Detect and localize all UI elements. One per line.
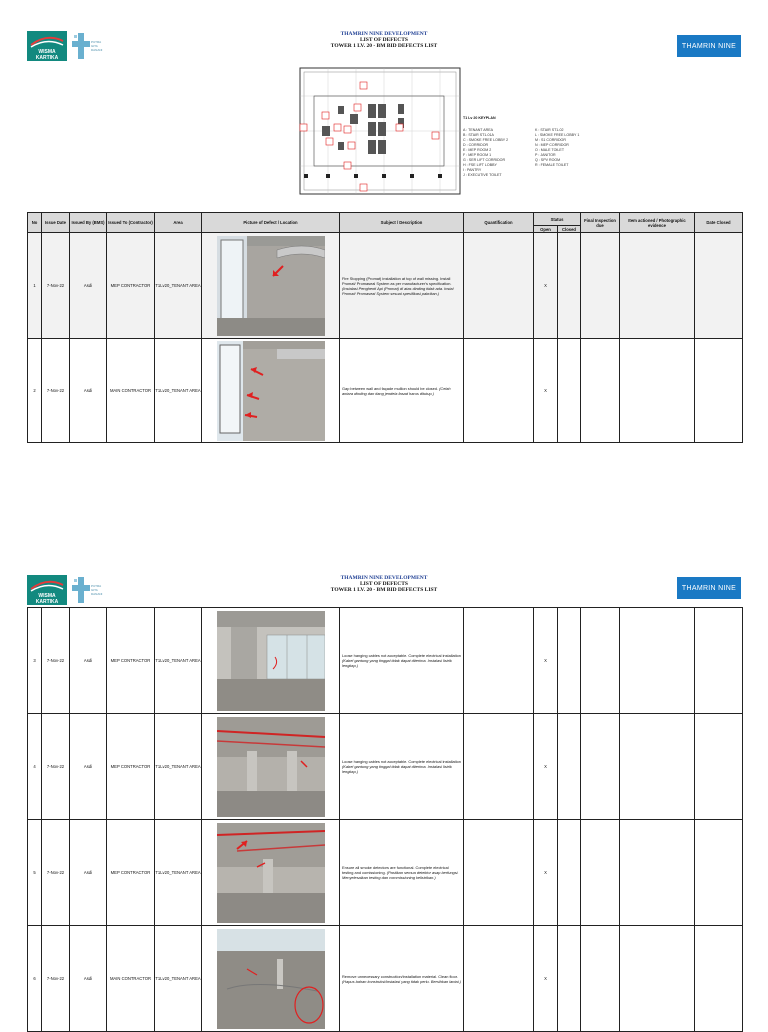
cell-area: T1Lv20_TENANT AREA <box>155 714 202 820</box>
cell-area: T1Lv20_TENANT AREA <box>155 233 202 339</box>
cell-issued-by: Asdi <box>70 926 107 1032</box>
table-row <box>28 339 743 443</box>
cell-issued-to: MEP CONTRACTOR <box>107 714 155 820</box>
cell-quantification <box>464 233 534 339</box>
cell-closed <box>558 926 581 1032</box>
svg-text:PUTRA: PUTRA <box>91 40 102 44</box>
cell-date-closed <box>695 339 743 443</box>
legend-entry: A : TENANT AREA <box>463 128 494 132</box>
cell-closed <box>558 339 581 443</box>
floor-keyplan <box>298 66 462 196</box>
cell-item-actioned <box>620 233 695 339</box>
col-status: Status <box>534 213 581 226</box>
legend-entry: G : SER LIFT CORRIDOR <box>463 158 506 162</box>
table-row <box>28 233 743 339</box>
description-text: Ensure all smoke detectors are functional. Complete electrical testing and comissioning. <box>342 865 449 875</box>
col-final-inspection: Final Inspection due <box>581 213 620 233</box>
title-line-2: LIST OF DEFECTS <box>360 37 408 43</box>
cell-description <box>340 820 464 926</box>
svg-text:DANANI: DANANI <box>91 48 103 52</box>
thamrin-nine-logo: THAMRIN NINE <box>677 35 741 57</box>
cell-description <box>340 714 464 820</box>
svg-text:DANANI: DANANI <box>91 592 103 596</box>
cell-item-actioned <box>620 608 695 714</box>
cell-issued-to: MEP CONTRACTOR <box>107 820 155 926</box>
description-translation: (Instalasi Penghenti Api (Promat) di atas dinding tidak ada. Instal Promat/ Promaseal System sesuai spesifikasi pabrikan.) <box>342 285 454 296</box>
title-line-3: TOWER 1 LV. 20 - BM BID DEFECTS LIST <box>330 43 438 49</box>
cell-no: 6 <box>28 926 42 1032</box>
legend-entry: M : S1 CORRIDOR <box>535 138 566 142</box>
page-1 <box>0 0 768 460</box>
cell-item-actioned <box>620 926 695 1032</box>
legend-entry: I : PANTRY <box>463 168 482 172</box>
legend-entry: B : STAIR ST1-01A <box>463 133 494 137</box>
svg-text:PUTRA: PUTRA <box>91 584 102 588</box>
col-issue-date: Issue Date <box>42 213 70 233</box>
col-issued-by: Issued By (BMS) <box>70 213 107 233</box>
defects-table-page-1 <box>27 212 743 443</box>
cell-no: 1 <box>28 233 42 339</box>
keyplan-title: T1 Lv 20 KEYPLAN <box>463 116 496 120</box>
cell-no: 3 <box>28 608 42 714</box>
cell-issued-to: MEP CONTRACTOR <box>107 233 155 339</box>
cell-issued-to: MAIN CONTRACTOR <box>107 926 155 1032</box>
cell-open: X <box>534 608 558 714</box>
description-text: Loose hanging cables not acceptable. Complete electrical installation <box>342 759 461 764</box>
cell-description <box>340 339 464 443</box>
svg-text:WISMA: WISMA <box>38 49 56 55</box>
cell-description <box>340 926 464 1032</box>
cell-open: X <box>534 233 558 339</box>
description-text: Fire Stopping (Promat) installation at top of wall missing. Install Promat/ Promaseal System as per manufacturer's specification. <box>342 275 452 286</box>
cell-area: T1Lv20_TENANT AREA <box>155 608 202 714</box>
defect-photo <box>217 823 325 923</box>
defect-photo <box>217 341 325 441</box>
col-open: Open <box>534 226 558 233</box>
col-subject: Subject / Description <box>340 213 464 233</box>
cell-no: 4 <box>28 714 42 820</box>
cell-final-inspection <box>581 820 620 926</box>
cell-issue-date: 7-Nov-22 <box>42 233 70 339</box>
svg-text:GITA: GITA <box>91 588 98 592</box>
legend-entry: N : MEP CORRIDOR <box>535 143 569 147</box>
cell-closed <box>558 608 581 714</box>
cell-issued-by: Asdi <box>70 714 107 820</box>
legend-entry: J : EXECUTIVE TOILET <box>463 173 502 177</box>
keyplan-legend-left <box>463 128 508 178</box>
cell-picture <box>202 820 340 926</box>
cell-quantification <box>464 820 534 926</box>
description-text: Loose hanging cables not acceptable. Complete electrical installation <box>342 653 461 658</box>
cell-picture <box>202 714 340 820</box>
cell-quantification <box>464 339 534 443</box>
cell-quantification <box>464 926 534 1032</box>
cell-open: X <box>534 926 558 1032</box>
cell-issue-date: 7-Nov-22 <box>42 714 70 820</box>
svg-text:WISMA: WISMA <box>38 593 56 599</box>
keyplan-legend-right <box>535 128 579 168</box>
svg-text:GITA: GITA <box>91 44 98 48</box>
cell-closed <box>558 820 581 926</box>
cell-issue-date: 7-Nov-22 <box>42 339 70 443</box>
cell-picture <box>202 339 340 443</box>
legend-entry: C : SMOKE FREE LOBBY 2 <box>463 138 509 142</box>
cell-date-closed <box>695 714 743 820</box>
legend-entry: E : MEP ROOM 2 <box>463 148 492 152</box>
svg-text:KARTIKA: KARTIKA <box>35 599 59 605</box>
col-no: No <box>28 213 42 233</box>
cell-closed <box>558 714 581 820</box>
description-text: Remove unnecessary construction/installation material. Clean floor. <box>342 973 458 979</box>
title-line-2: LIST OF DEFECTS <box>360 581 408 587</box>
svg-text:KARTIKA: KARTIKA <box>35 55 59 61</box>
legend-entry: L : SMOKE FREE LOBBY 1 <box>535 133 580 137</box>
description-translation: (Kabel gantung yang tinggal tidak dapat diterima. Instalasi listrik lengkap.) <box>342 764 452 774</box>
cell-final-inspection <box>581 926 620 1032</box>
col-item-actioned: Item actioned / Photographic evidence <box>620 213 695 233</box>
legend-entry: K : STAIR ST1-02 <box>535 128 564 132</box>
cell-area: T1Lv20_TENANT AREA <box>155 926 202 1032</box>
cell-picture <box>202 926 340 1032</box>
description-translation: (Celah antara dinding dan tiang jendela fasad harus ditutup.) <box>342 385 451 396</box>
cell-date-closed <box>695 926 743 1032</box>
defect-photo <box>217 717 325 817</box>
col-picture: Picture of Defect / Location <box>202 213 340 233</box>
cell-no: 5 <box>28 820 42 926</box>
cell-issued-by: Asdi <box>70 233 107 339</box>
legend-entry: P : JANITOR <box>535 153 556 157</box>
cell-issued-by: Asdi <box>70 608 107 714</box>
title-line-1: THAMRIN NINE DEVELOPMENT <box>340 31 428 37</box>
cell-date-closed <box>695 608 743 714</box>
defect-photo <box>217 929 325 1029</box>
col-quantification: Quantification <box>464 213 534 233</box>
cell-closed <box>558 233 581 339</box>
title-line-3: TOWER 1 LV. 20 - BM BID DEFECTS LIST <box>330 587 438 593</box>
legend-entry: R : FEMALE TOILET <box>535 163 569 167</box>
cell-quantification <box>464 608 534 714</box>
legend-entry: Q : SPV ROOM <box>535 158 561 162</box>
cell-issue-date: 7-Nov-22 <box>42 608 70 714</box>
cell-no: 2 <box>28 339 42 443</box>
col-closed: Closed <box>558 226 581 233</box>
legend-entry: H : FSE LIFT LOBBY <box>463 163 497 167</box>
cell-picture <box>202 608 340 714</box>
table-row <box>28 714 743 820</box>
cell-final-inspection <box>581 608 620 714</box>
cell-area: T1Lv20_TENANT AREA <box>155 820 202 926</box>
cell-date-closed <box>695 233 743 339</box>
cell-picture <box>202 233 340 339</box>
description-text: Gap between wall and façade mullion should be closed. <box>342 385 439 391</box>
cell-issue-date: 7-Nov-22 <box>42 820 70 926</box>
description-translation: (Kabel gantung yang tinggal tidak dapat diterima. Instalasi listrik lengkap.) <box>342 658 452 668</box>
defect-photo <box>217 611 325 711</box>
cell-issued-by: Asdi <box>70 339 107 443</box>
page-2 <box>0 570 768 1024</box>
cell-date-closed <box>695 820 743 926</box>
table-row <box>28 820 743 926</box>
defects-table-page-2 <box>27 607 743 1032</box>
cell-open: X <box>534 339 558 443</box>
col-issued-to: Issued To (Contractor) <box>107 213 155 233</box>
legend-entry: O : MALE TOILET <box>535 148 565 152</box>
legend-entry: F : MEP ROOM 1 <box>463 153 492 157</box>
cell-quantification <box>464 714 534 820</box>
cell-final-inspection <box>581 714 620 820</box>
document-title <box>0 575 768 593</box>
cell-open: X <box>534 714 558 820</box>
cell-item-actioned <box>620 714 695 820</box>
cell-description <box>340 233 464 339</box>
document-title <box>0 31 768 49</box>
cell-open: X <box>534 820 558 926</box>
description-translation: (Hapus bahan konstruksi/instalasi yang tidak perlu. Bersihkan lantai.) <box>342 978 461 984</box>
cell-final-inspection <box>581 233 620 339</box>
table-row <box>28 926 743 1032</box>
cell-issued-to: MEP CONTRACTOR <box>107 608 155 714</box>
cell-issue-date: 7-Nov-22 <box>42 926 70 1032</box>
table-row <box>28 608 743 714</box>
thamrin-nine-logo: THAMRIN NINE <box>677 577 741 599</box>
cell-issued-by: Asdi <box>70 820 107 926</box>
col-area: Area <box>155 213 202 233</box>
title-line-1: THAMRIN NINE DEVELOPMENT <box>340 575 428 581</box>
cell-area: T1Lv20_TENANT AREA <box>155 339 202 443</box>
cell-description <box>340 608 464 714</box>
col-date-closed: Date Closed <box>695 213 743 233</box>
cell-issued-to: MAIN CONTRACTOR <box>107 339 155 443</box>
cell-final-inspection <box>581 339 620 443</box>
cell-item-actioned <box>620 820 695 926</box>
cell-item-actioned <box>620 339 695 443</box>
description-translation: (Pastikan semua detektor asap berfungsi. Menyelesaikan testing dan commissioning kelistrikan.) <box>342 870 459 880</box>
defect-photo <box>217 236 325 336</box>
legend-entry: D : CORRIDOR <box>463 143 489 147</box>
